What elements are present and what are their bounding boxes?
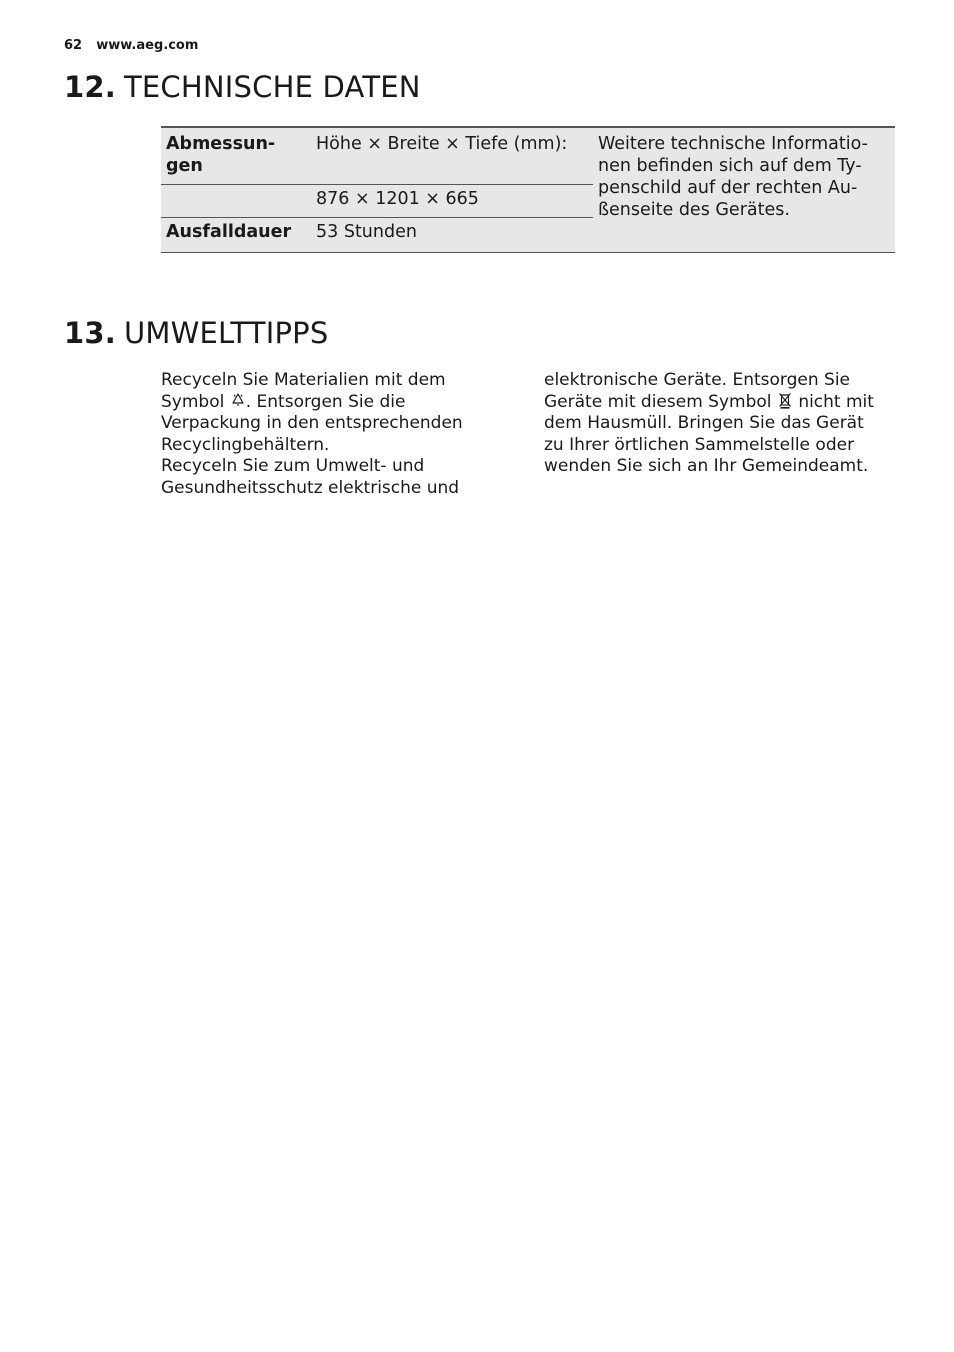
section-13-number: 13. — [64, 316, 116, 350]
disposal-paragraph-continued — [544, 370, 884, 478]
page-number: 62 — [64, 38, 83, 53]
environment-text-left — [161, 370, 501, 499]
website-url: www.aeg.com — [96, 38, 199, 53]
crossed-bin-icon — [777, 392, 793, 409]
section-13-heading — [64, 316, 328, 350]
disposal-paragraph-start: Recyceln Sie zum Umwelt- und Gesundheitsschutz elektrische und — [161, 456, 460, 498]
dimensions-label: Abmessun-gen — [166, 134, 276, 176]
section-12-heading — [64, 70, 421, 104]
dimensions-header: Höhe × Breite × Tiefe (mm): — [316, 134, 568, 154]
disposal-text-start: elektronische Geräte. Entsorgen Sie Geräte mit diesem Symbol — [544, 370, 851, 412]
recycle-icon — [230, 392, 246, 409]
section-12-number: 12. — [64, 70, 116, 104]
environment-text-right — [544, 370, 884, 478]
section-12-title: TECHNISCHE DATEN — [123, 70, 421, 104]
technical-data-table — [161, 126, 895, 253]
disposal-text-end: nicht mit dem Hausmüll. Bringen Sie das Gerät zu Ihrer örtlichen Sammelstelle oder wenden Sie sich an Ihr Gemeindeamt. — [544, 391, 874, 476]
failure-duration-label: Ausfalldauer — [166, 222, 292, 242]
failure-duration-value: 53 Stunden — [316, 222, 417, 242]
section-13-title: UMWELTTIPPS — [123, 316, 329, 350]
page-header — [64, 38, 198, 53]
recycling-text-end: . Entsorgen Sie die Verpackung in den entsprechenden Recyclingbehältern. — [161, 391, 463, 455]
recycling-text-start: Recyceln Sie Materialien mit dem Symbol — [161, 370, 446, 412]
technical-info-note: Weitere technische Informatio-nen befinden sich auf dem Ty-penschild auf der rechten Au-ßenseite des Gerätes. — [598, 134, 868, 220]
table-divider — [161, 217, 593, 218]
dimensions-value: 876 × 1201 × 665 — [316, 189, 479, 209]
table-divider — [161, 184, 593, 185]
recycling-paragraph — [161, 370, 501, 456]
